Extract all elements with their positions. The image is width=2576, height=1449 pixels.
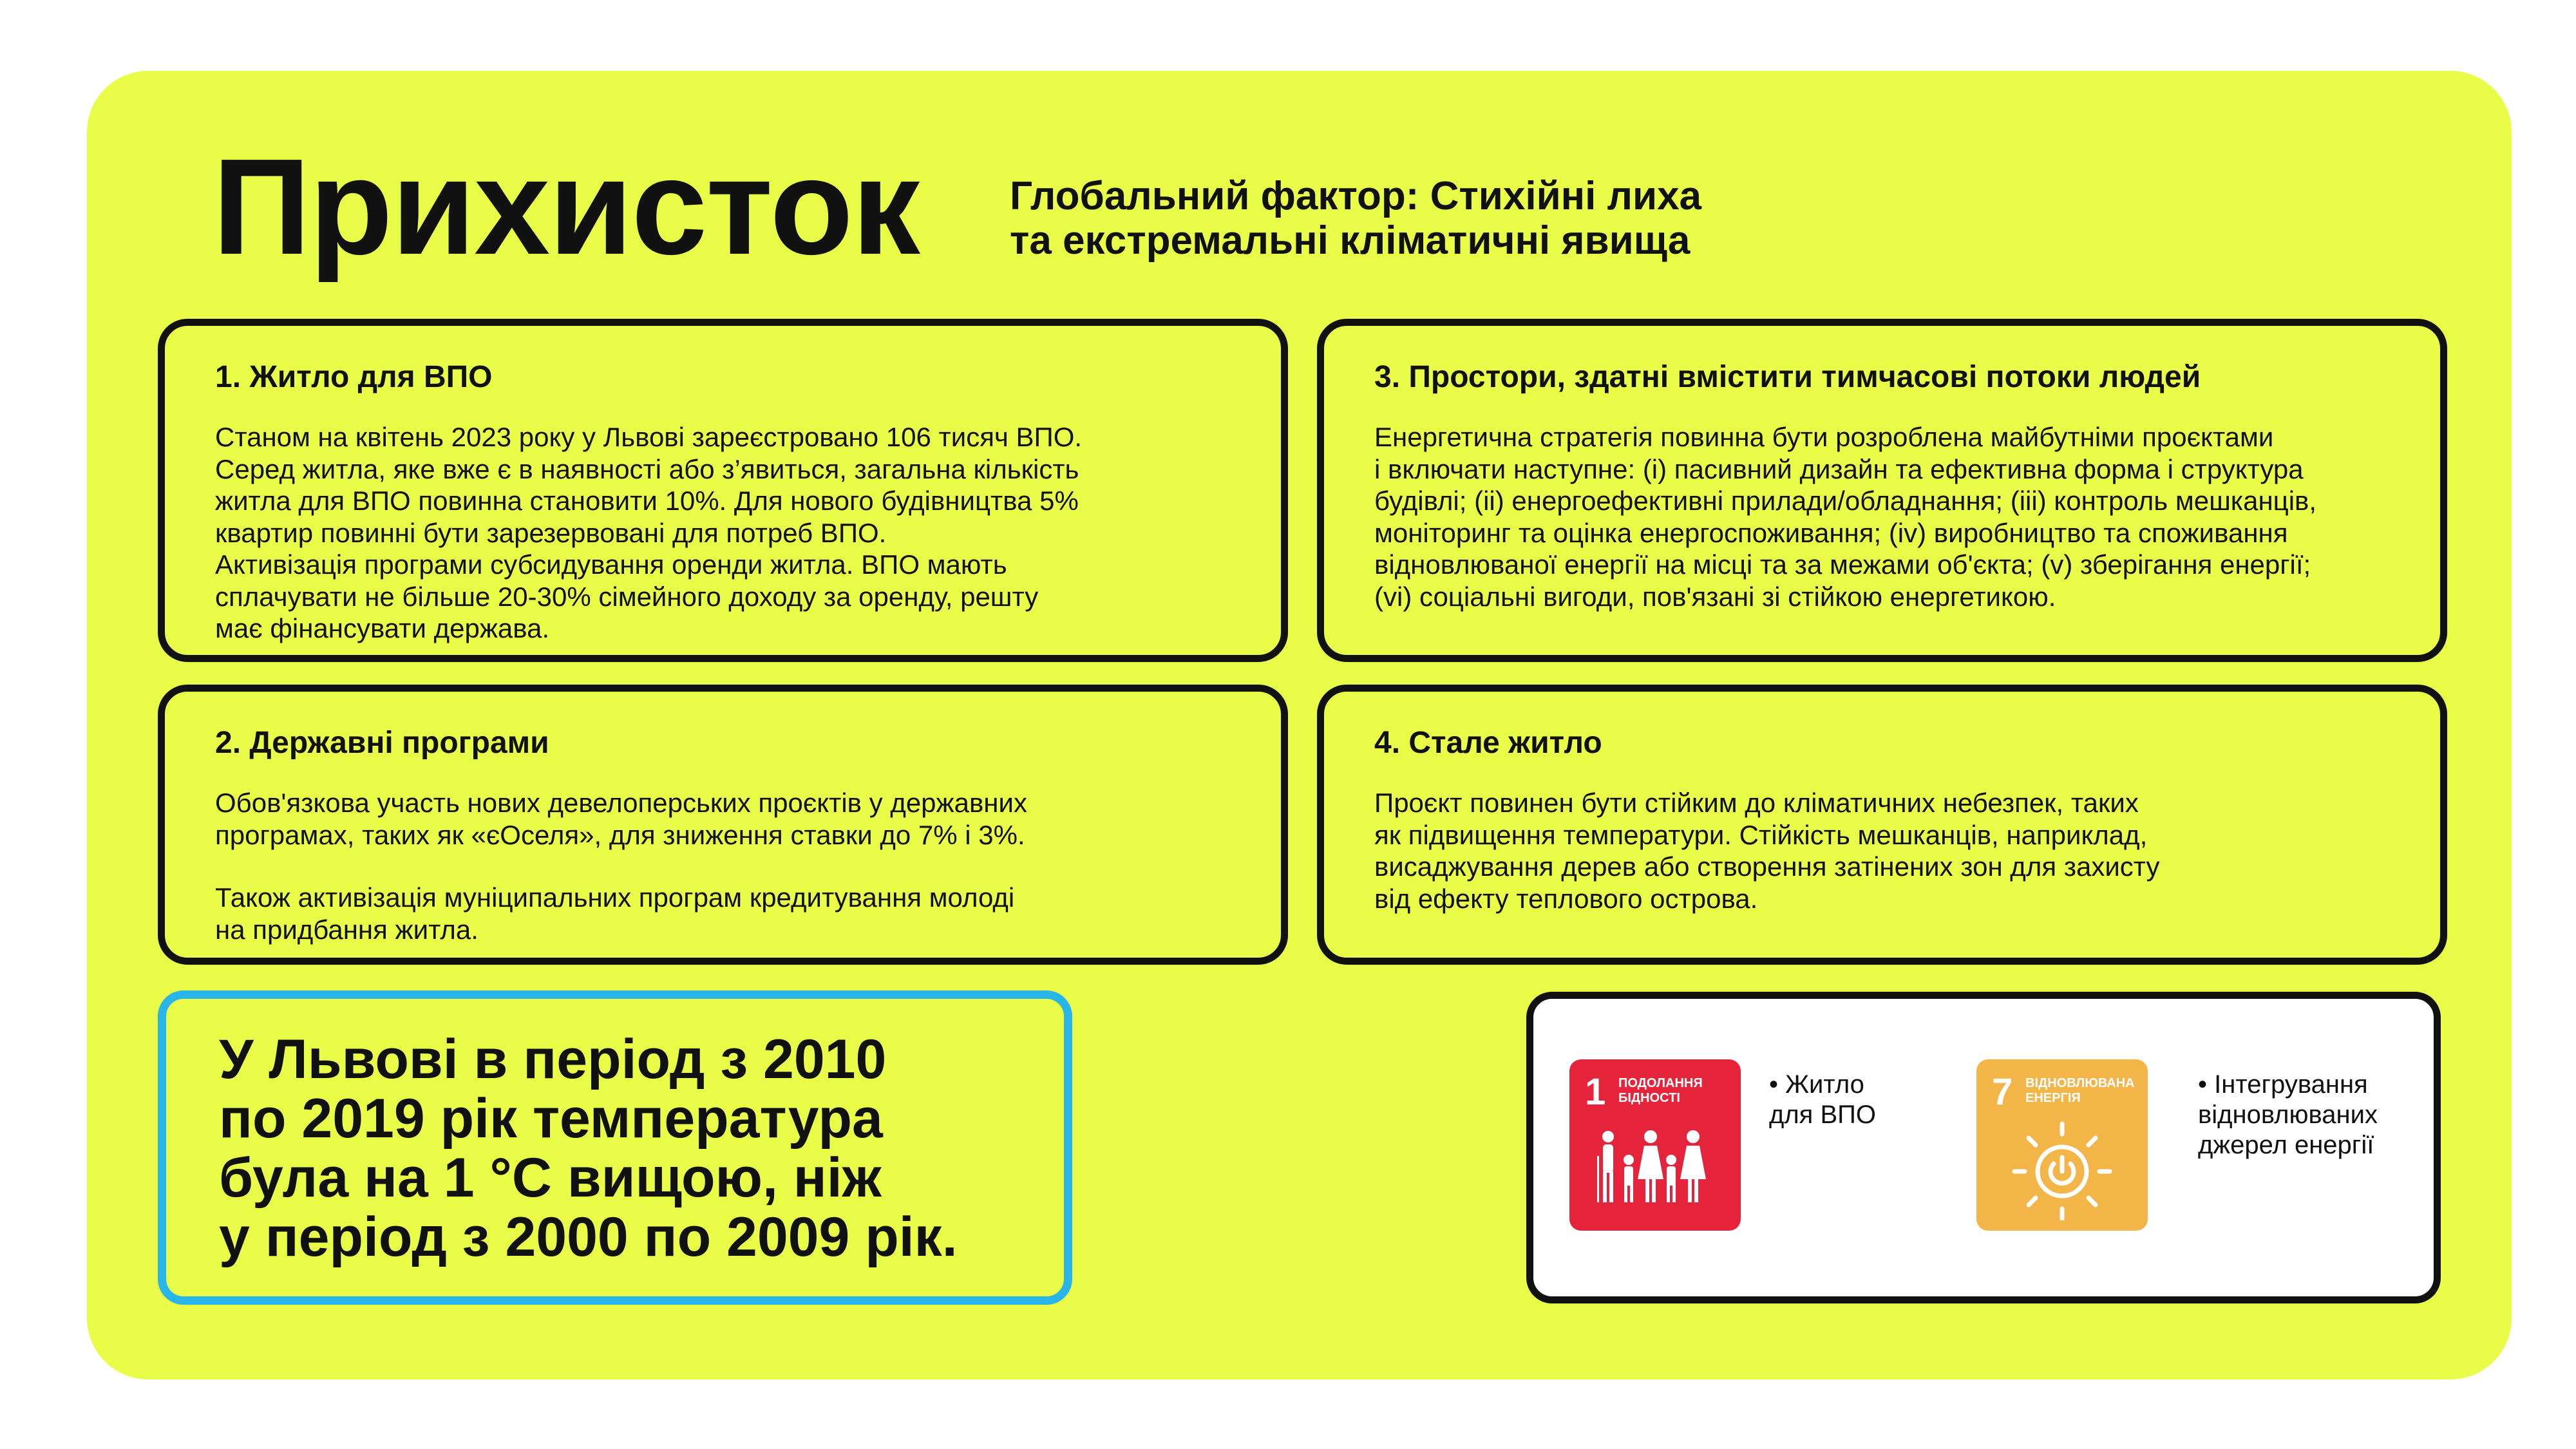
sdg-label-line: відновлюваних	[2198, 1101, 2378, 1130]
box-sustainable-housing	[1317, 685, 2447, 965]
page-subtitle	[1010, 174, 1911, 263]
box-text-line: від ефекту теплового острова.	[1374, 883, 1758, 914]
box-body	[1374, 787, 2160, 914]
sdg-name	[2025, 1076, 2135, 1106]
sdg-label-line: • Інтегрування	[2198, 1070, 2368, 1099]
sdg-name	[1618, 1076, 1703, 1106]
box-text-line: Обов'язкова участь нових девелоперських проєктів у державних	[215, 788, 1027, 818]
box-temporary-spaces	[1317, 319, 2447, 662]
box-text-line: Серед житла, яке вже є в наявності або з’явиться, загальна кількість	[215, 453, 1079, 484]
box-text-line: будівлі; (ii) енергоефективні прилади/обладнання; (iii) контроль мешканців,	[1374, 486, 2317, 516]
box-text-line: має фінансувати держава.	[215, 613, 550, 644]
box-text-line: житла для ВПО повинна становити 10%. Для нового будівництва 5%	[215, 486, 1079, 516]
box-text-line: Станом на квітень 2023 року у Львові зареєстровано 106 тисяч ВПО.	[215, 422, 1083, 452]
box-text-line: (vi) соціальні вигоди, пов'язані зі стійкою енергетикою.	[1374, 581, 2056, 612]
sdg-number: 1	[1585, 1071, 1606, 1113]
box-text-line: і включати наступне: (i) пасивний дизайн та ефективна форма і структура	[1374, 453, 2304, 484]
sdg-number: 7	[1992, 1071, 2013, 1113]
sdg-name-line: ВІДНОВЛЮВАНА	[2025, 1076, 2135, 1090]
subtitle-line: та екстремальні кліматичні явища	[1010, 218, 1690, 263]
box-housing-idp	[158, 319, 1288, 662]
sdg-goal-1-label	[1769, 1070, 1876, 1130]
box-state-programs	[158, 685, 1288, 965]
box-text-line: Активізація програми субсидування оренди житла. ВПО мають	[215, 549, 1007, 580]
callout-line: по 2019 рік температура	[219, 1088, 883, 1150]
box-text-line: як підвищення температури. Стійкість мешканців, наприклад,	[1374, 819, 2148, 850]
sdg-goal-1-tile	[1569, 1059, 1741, 1231]
box-title: 3. Простори, здатні вмістити тимчасові потоки людей	[1374, 360, 2201, 394]
box-text-line: висаджування дерев або створення затінених зон для захисту	[1374, 851, 2160, 882]
page-title: Прихисток	[213, 130, 919, 283]
callout-line: У Львові в період з 2010	[219, 1028, 887, 1090]
box-title: 4. Стале житло	[1374, 726, 1602, 760]
sdg-goal-7-tile	[1976, 1059, 2148, 1231]
sdg-label-line: джерел енергії	[2198, 1131, 2374, 1160]
callout-text	[219, 1030, 958, 1267]
callout-line: у період з 2000 по 2009 рік.	[219, 1206, 958, 1269]
family-icon	[1595, 1117, 1715, 1220]
sun-power-icon	[2002, 1117, 2122, 1220]
sdg-label-line: • Житло	[1769, 1070, 1864, 1099]
box-text-line: відновлюваної енергії на місці та за межами об'єкта; (v) зберігання енергії;	[1374, 549, 2311, 580]
box-text-line: Енергетична стратегія повинна бути розроблена майбутніми проєктами	[1374, 422, 2274, 452]
sdg-name-line: БІДНОСТІ	[1618, 1091, 1680, 1105]
box-text-line: моніторинг та оцінка енергоспоживання; (iv) виробництво та споживання	[1374, 517, 2288, 548]
sdg-goal-7-label	[2198, 1070, 2378, 1161]
box-text-line: квартир повинні бути зарезервовані для потреб ВПО.	[215, 517, 887, 548]
sdg-name-line: ПОДОЛАННЯ	[1618, 1076, 1703, 1090]
box-text-line: Проєкт повинен бути стійким до кліматичних небезпек, таких	[1374, 788, 2139, 818]
temperature-callout	[158, 990, 1072, 1305]
sdg-panel	[1526, 992, 2441, 1303]
box-body	[215, 787, 1027, 945]
sdg-label-line: для ВПО	[1769, 1101, 1876, 1130]
box-text-line: на придбання житла.	[215, 914, 478, 945]
subtitle-line: Глобальний фактор: Стихійні лиха	[1010, 174, 1702, 218]
box-text-line: програмах, таких як «єОселя», для зниження ставки до 7% і 3%.	[215, 819, 1025, 850]
sdg-name-line: ЕНЕРГІЯ	[2025, 1091, 2081, 1105]
box-title: 1. Житло для ВПО	[215, 360, 493, 394]
box-text-line: Також активізація муніципальних програм кредитування молоді	[215, 882, 1015, 913]
box-text-line: сплачувати не більше 20-30% сімейного доходу за оренду, решту	[215, 581, 1039, 612]
callout-line: була на 1 °С вищою, ніж	[219, 1147, 882, 1209]
box-body	[1374, 421, 2316, 612]
box-title: 2. Державні програми	[215, 726, 549, 760]
box-body	[215, 421, 1082, 645]
